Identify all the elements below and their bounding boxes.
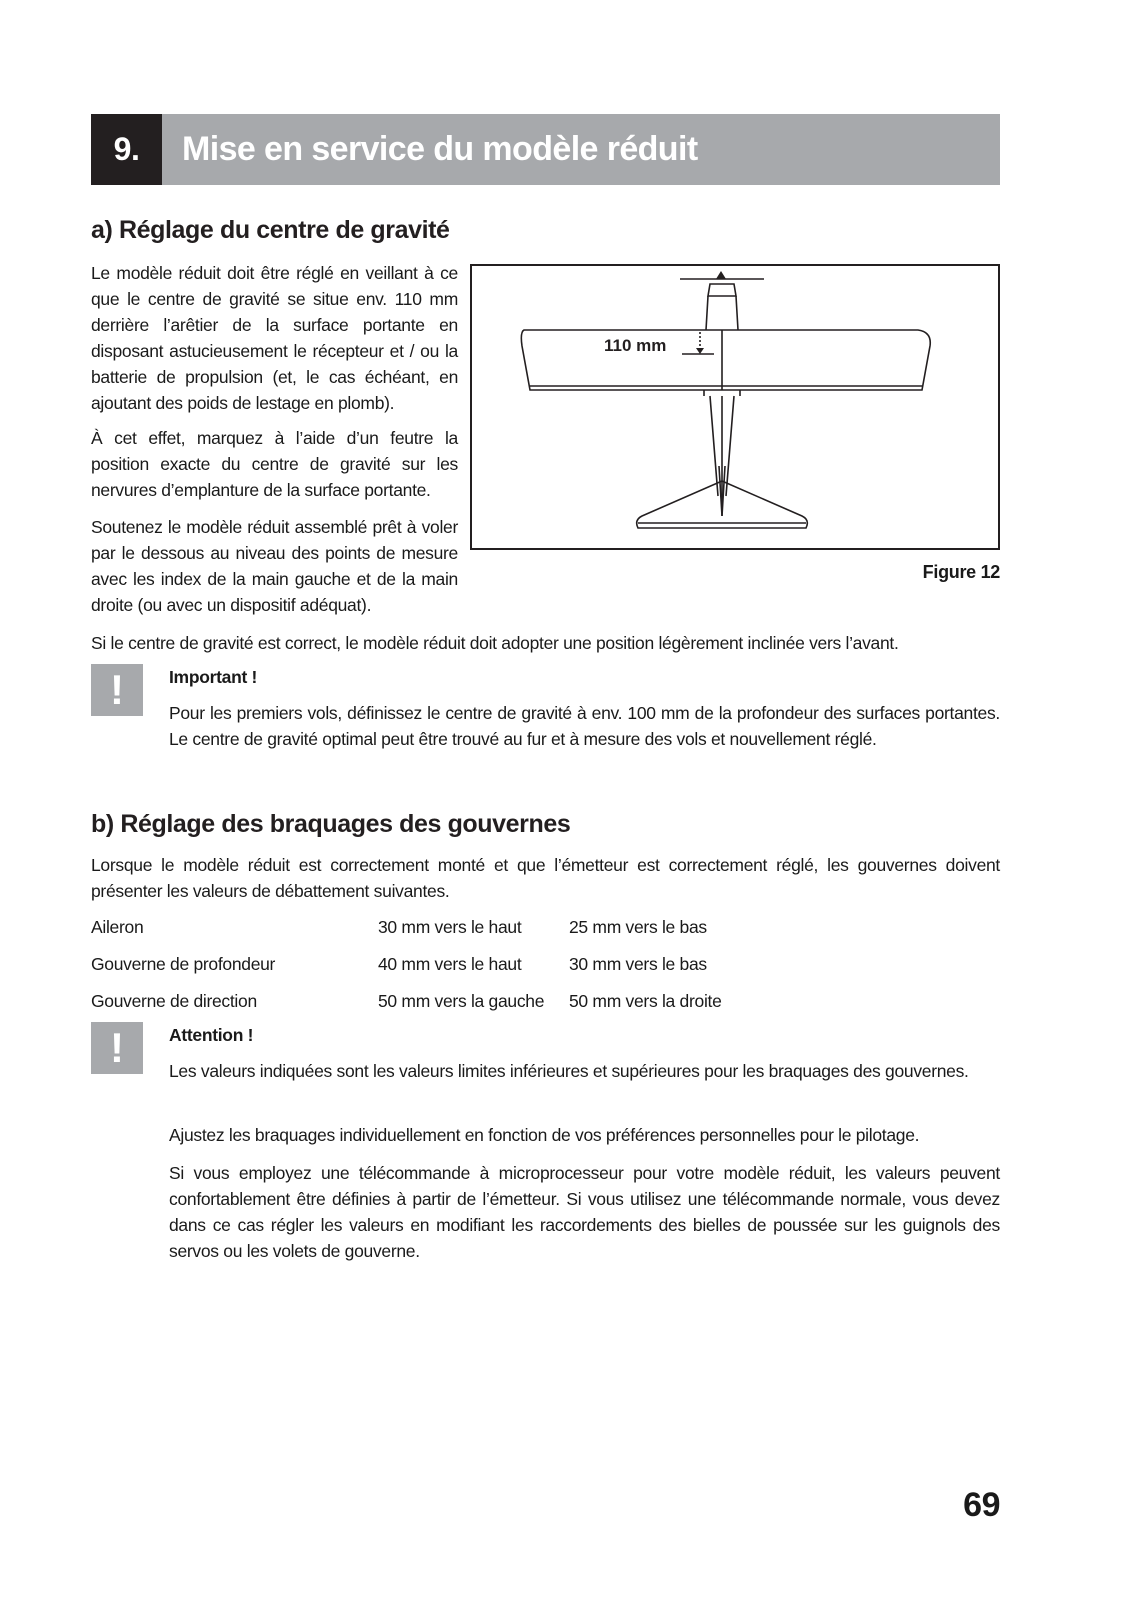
important-warning-icon: ! <box>91 664 143 716</box>
table-row-up: 50 mm vers la gauche <box>378 991 545 1011</box>
paragraph-cg-position: Le modèle réduit doit être réglé en veillant à ce que le centre de gravité se situe env. 110 mm derrière l’arêtier de la surface portante en disposant astucieusement le récepteur et / ou la batterie de propulsion (et, le cas échéant, en ajoutant des poids de lestage en plomb). <box>91 263 458 413</box>
table-row-name: Gouverne de profondeur <box>91 954 276 974</box>
subsection-b-heading: b) Réglage des braquages des gouvernes <box>91 810 571 838</box>
table-row-down: 30 mm vers le bas <box>569 954 707 974</box>
figure-12-box <box>470 264 1000 550</box>
attention-text-adjust: Ajustez les braquages individuellement en fonction de vos préférences personnelles pour le pilotage. <box>169 1125 920 1145</box>
important-text: Pour les premiers vols, définissez le centre de gravité à env. 100 mm de la profondeur des surfaces portantes. Le centre de gravité optimal peut être trouvé au fur et à mesure des vols et nouvellement réglé. <box>169 703 1000 749</box>
table-row-down: 50 mm vers la droite <box>569 991 722 1011</box>
subsection-a-heading: a) Réglage du centre de gravité <box>91 216 450 244</box>
table-row-name: Aileron <box>91 917 144 937</box>
attention-title: Attention ! <box>169 1025 254 1045</box>
paragraph-support-model: Soutenez le modèle réduit assemblé prêt à voler par le dessous au niveau des points de mesure avec les index de la main gauche et de la main droite (ou avec un dispositif adéquat). <box>91 517 458 615</box>
table-row-up: 40 mm vers le haut <box>378 954 522 974</box>
table-row-up: 30 mm vers le haut <box>378 917 522 937</box>
paragraph-cg-correct: Si le centre de gravité est correct, le modèle réduit doit adopter une position légèrement inclinée vers l’avant. <box>91 633 899 653</box>
dimension-label: 110 mm <box>604 336 667 355</box>
attention-text-transmitter: Si vous employez une télécommande à microprocesseur pour votre modèle réduit, les valeurs peuvent confortablement être définies à partir de l’émetteur. Si vous utilisez une télécommande normale, vous devez dans ce cas régler les valeurs en modifiant les raccordements des bielles de poussée sur les guignols des servos ou les volets de gouverne. <box>169 1163 1000 1261</box>
airplane-top-view-diagram <box>472 266 998 548</box>
figure-caption: Figure 12 <box>922 562 1000 582</box>
attention-text-limits: Les valeurs indiquées sont les valeurs limites inférieures et supérieures pour les braquages des gouvernes. <box>169 1061 969 1081</box>
section-header <box>91 114 1000 185</box>
table-row-name: Gouverne de direction <box>91 991 257 1011</box>
attention-warning-icon: ! <box>91 1022 143 1074</box>
section-number: 9. <box>91 114 162 185</box>
important-title: Important ! <box>169 667 258 687</box>
table-row-down: 25 mm vers le bas <box>569 917 707 937</box>
paragraph-mark-cg: À cet effet, marquez à l’aide d’un feutre la position exacte du centre de gravité sur les nervures d’emplanture de la surface portante. <box>91 428 458 500</box>
page-number: 69 <box>963 1486 1000 1524</box>
section-title: Mise en service du modèle réduit <box>162 114 1000 185</box>
paragraph-control-throws-intro: Lorsque le modèle réduit est correctement monté et que l’émetteur est correctement réglé, les gouvernes doivent présenter les valeurs de débattement suivantes. <box>91 855 1000 901</box>
